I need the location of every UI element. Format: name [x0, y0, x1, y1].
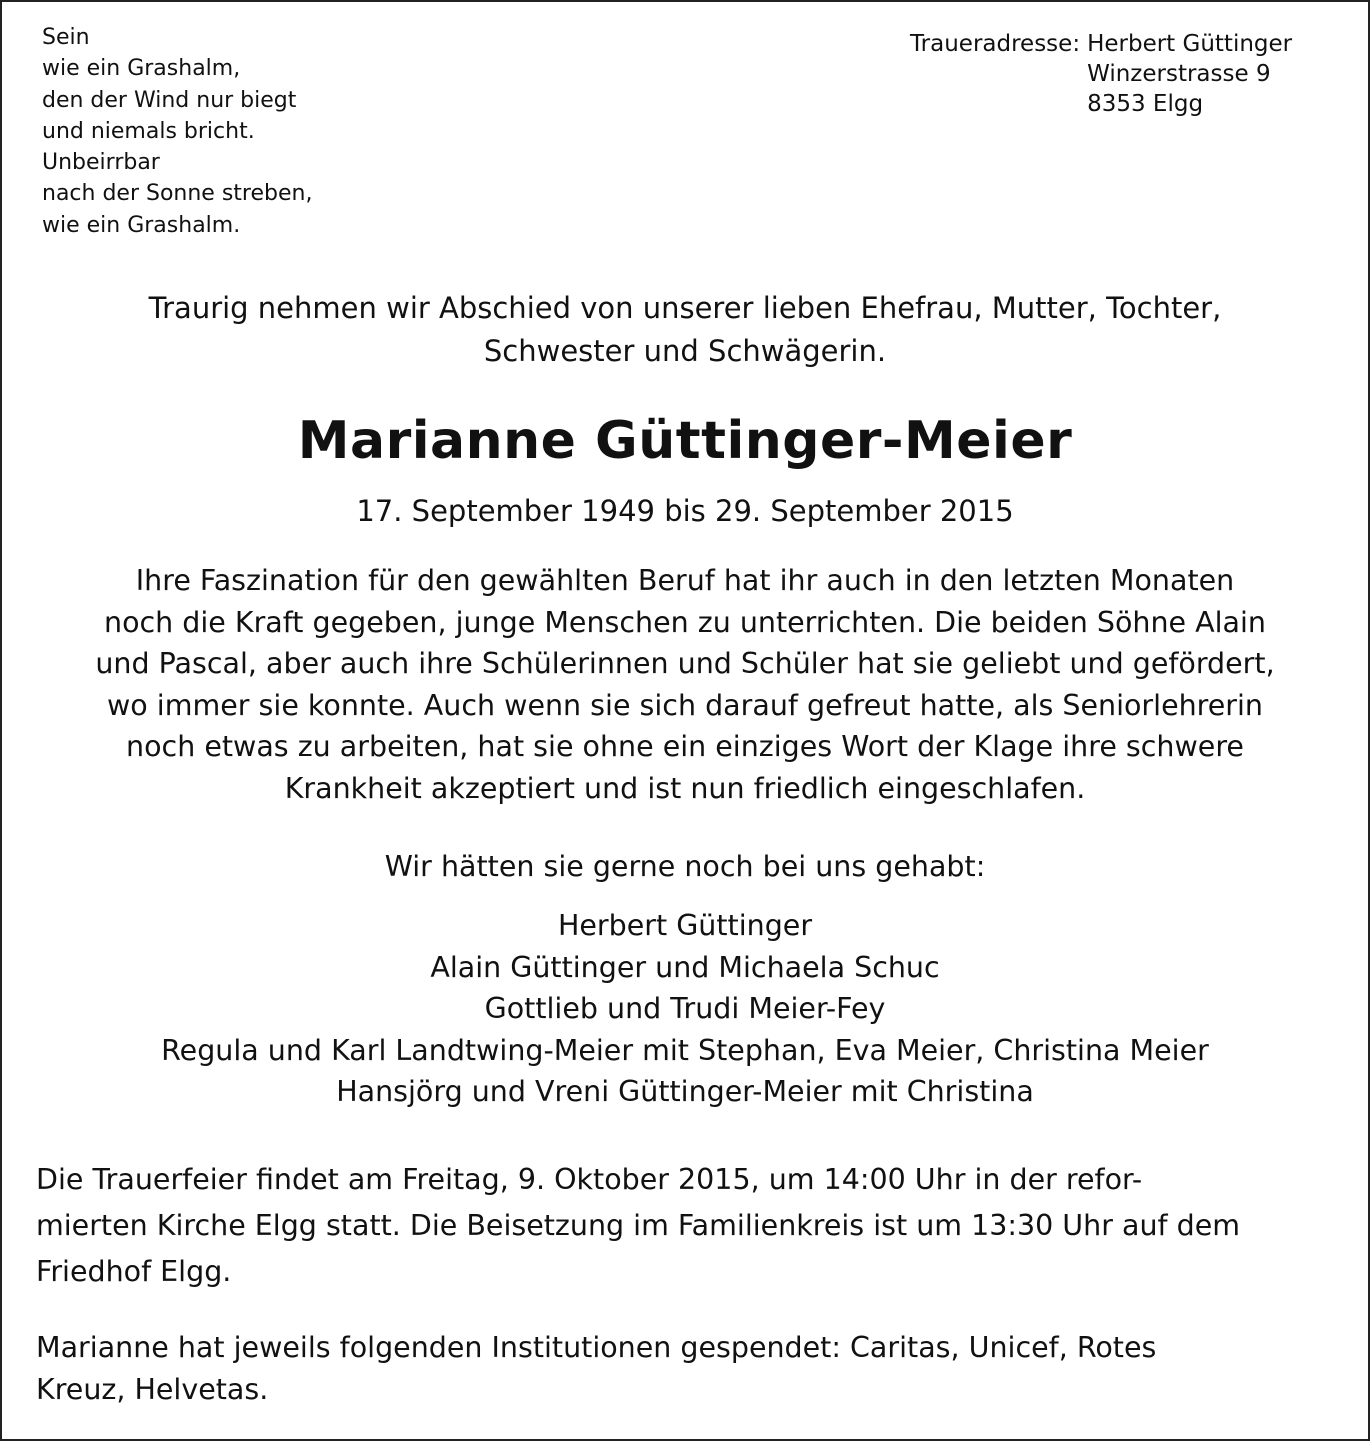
- address-lines: [1087, 29, 1292, 119]
- tribute-line: noch etwas zu arbeiten, hat sie ohne ein einziges Wort der Klage ihre schwere: [126, 730, 1244, 763]
- donation-line: Marianne hat jeweils folgenden Institutionen gespendet: Caritas, Unicef, Rotes: [36, 1331, 1157, 1364]
- poem-line: Unbeirrbar: [42, 150, 160, 176]
- poem-line: und niemals bricht.: [42, 118, 255, 144]
- ceremony-line: Friedhof Elgg.: [36, 1255, 232, 1288]
- tribute-line: Ihre Faszination für den gewählten Beruf hat ihr auch in den letzten Monaten: [135, 564, 1235, 597]
- poem-line: den der Wind nur biegt: [42, 87, 297, 113]
- mourner-entry: Hansjörg und Vreni Güttinger-Meier mit Christina: [336, 1075, 1034, 1108]
- address-name: Herbert Güttinger: [1087, 31, 1293, 57]
- life-dates: 17. September 1949 bis 29. September 2015: [356, 494, 1014, 528]
- donations-info: [36, 1327, 1156, 1411]
- tribute-line: Krankheit akzeptiert und ist nun friedlich eingeschlafen.: [284, 771, 1086, 805]
- poem-line: wie ein Grashalm,: [42, 56, 241, 82]
- address-street: Winzerstrasse 9: [1087, 61, 1271, 87]
- tribute-text: [2, 560, 1368, 809]
- poem: [42, 22, 312, 241]
- intro-line: Traurig nehmen wir Abschied von unserer lieben Ehefrau, Mutter, Tochter,: [148, 291, 1222, 325]
- mourner-entry: Gottlieb und Trudi Meier-Fey: [484, 992, 886, 1025]
- mourners-intro: Wir hätten sie gerne noch bei uns gehabt:: [384, 850, 986, 883]
- deceased-name: Marianne Güttinger-Meier: [297, 411, 1073, 471]
- tribute-line: noch die Kraft gegeben, junge Menschen zu unterrichten. Die beiden Söhne Alain: [104, 605, 1266, 639]
- address-city: 8353 Elgg: [1087, 91, 1204, 117]
- ceremony-line: mierten Kirche Elgg statt. Die Beisetzung im Familienkreis ist um 13:30 Uhr auf dem: [36, 1209, 1240, 1242]
- mourning-address: [910, 29, 1292, 119]
- ceremony-line: Die Trauerfeier findet am Freitag, 9. Oktober 2015, um 14:00 Uhr in der refor-: [36, 1163, 1143, 1196]
- donation-line: Kreuz, Helvetas.: [36, 1373, 269, 1406]
- poem-line: wie ein Grashalm.: [42, 212, 241, 238]
- intro-line: Schwester und Schwägerin.: [483, 334, 887, 368]
- mourner-entry: Herbert Güttinger: [557, 909, 813, 942]
- ceremony-info: [36, 1157, 1240, 1295]
- tribute-line: und Pascal, aber auch ihre Schülerinnen und Schüler hat sie geliebt und gefördert,: [95, 647, 1275, 680]
- mourner-entry: Regula und Karl Landtwing-Meier mit Stephan, Eva Meier, Christina Meier: [161, 1033, 1209, 1067]
- mourner-entry: Alain Güttinger und Michaela Schuc: [430, 950, 940, 984]
- mourners-list: [2, 905, 1368, 1113]
- tribute-line: wo immer sie konnte. Auch wenn sie sich darauf gefreut hatte, als Seniorlehrerin: [107, 688, 1263, 722]
- farewell-intro: [2, 287, 1368, 373]
- poem-line: nach der Sonne streben,: [42, 181, 313, 207]
- address-label: Traueradresse:: [910, 31, 1081, 57]
- poem-line: Sein: [42, 25, 90, 50]
